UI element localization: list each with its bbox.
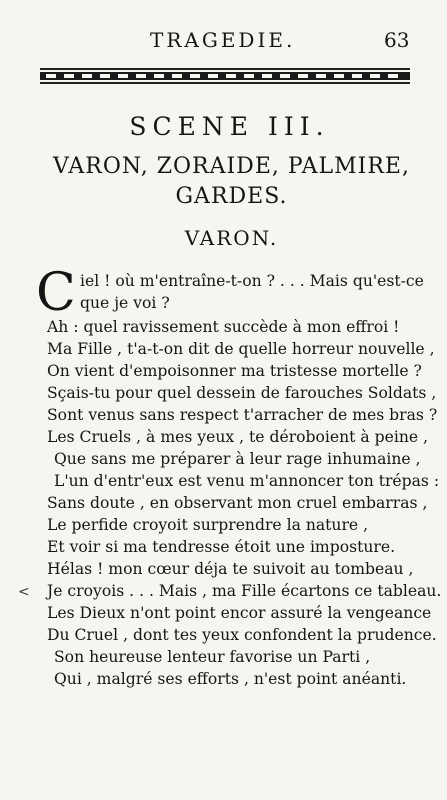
- verse-line: Je croyois . . . Mais , ma Fille écartons ce tableau.: [47, 582, 442, 600]
- verse-line: iel ! où m'entraîne-t-on ? . . . Mais qu'est-ce: [80, 272, 424, 290]
- running-title: TRAGEDIE.: [150, 28, 296, 52]
- verse-line: Et voir si ma tendresse étoit une imposture.: [47, 538, 396, 556]
- verse-line: Qui , malgré ses efforts , n'est point anéanti.: [54, 670, 407, 688]
- running-head: [0, 26, 447, 52]
- verse-line: Son heureuse lenteur favorise un Parti ,: [54, 648, 371, 666]
- verse-line: L'un d'entr'eux est venu m'annoncer ton trépas :: [54, 472, 440, 490]
- verse-line: Que sans me préparer à leur rage inhumaine ,: [54, 450, 421, 468]
- speaker-name: VARON.: [184, 226, 279, 250]
- page-number: 63: [384, 28, 410, 52]
- drop-cap: C: [36, 263, 76, 323]
- verse-line: Ah : quel ravissement succède à mon effroi !: [47, 318, 400, 336]
- verse-line: Les Cruels , à mes yeux , te déroboient à peine ,: [47, 428, 429, 446]
- character-list-line-1: VARON, ZORAIDE, PALMIRE,: [53, 154, 410, 179]
- verse-line: que je voi ?: [80, 294, 170, 312]
- margin-mark: <: [18, 584, 30, 600]
- verse-line: Ma Fille , t'a-t-on dit de quelle horreur nouvelle ,: [47, 340, 435, 358]
- verse-line: Sçais-tu pour quel dessein de farouches Soldats ,: [47, 384, 437, 402]
- verse-line: On vient d'empoisonner ma tristesse mortelle ?: [47, 362, 422, 380]
- verse-line: Du Cruel , dont tes yeux confondent la prudence.: [47, 626, 437, 644]
- verse-line: Sans doute , en observant mon cruel embarras ,: [47, 494, 428, 512]
- character-list: [0, 152, 447, 212]
- ornament-rule: [40, 68, 410, 84]
- verse-line: Sont venus sans respect t'arracher de mes bras ?: [47, 406, 438, 424]
- character-list-line-2: GARDES.: [175, 184, 288, 209]
- verse-line: Hélas ! mon cœur déja te suivoit au tombeau ,: [47, 560, 414, 578]
- verse-line: Les Dieux n'ont point encor assuré la vengeance: [47, 604, 432, 622]
- scene-title: SCENE III.: [129, 112, 330, 141]
- verse-line: Le perfide croyoit surprendre la nature ,: [47, 516, 369, 534]
